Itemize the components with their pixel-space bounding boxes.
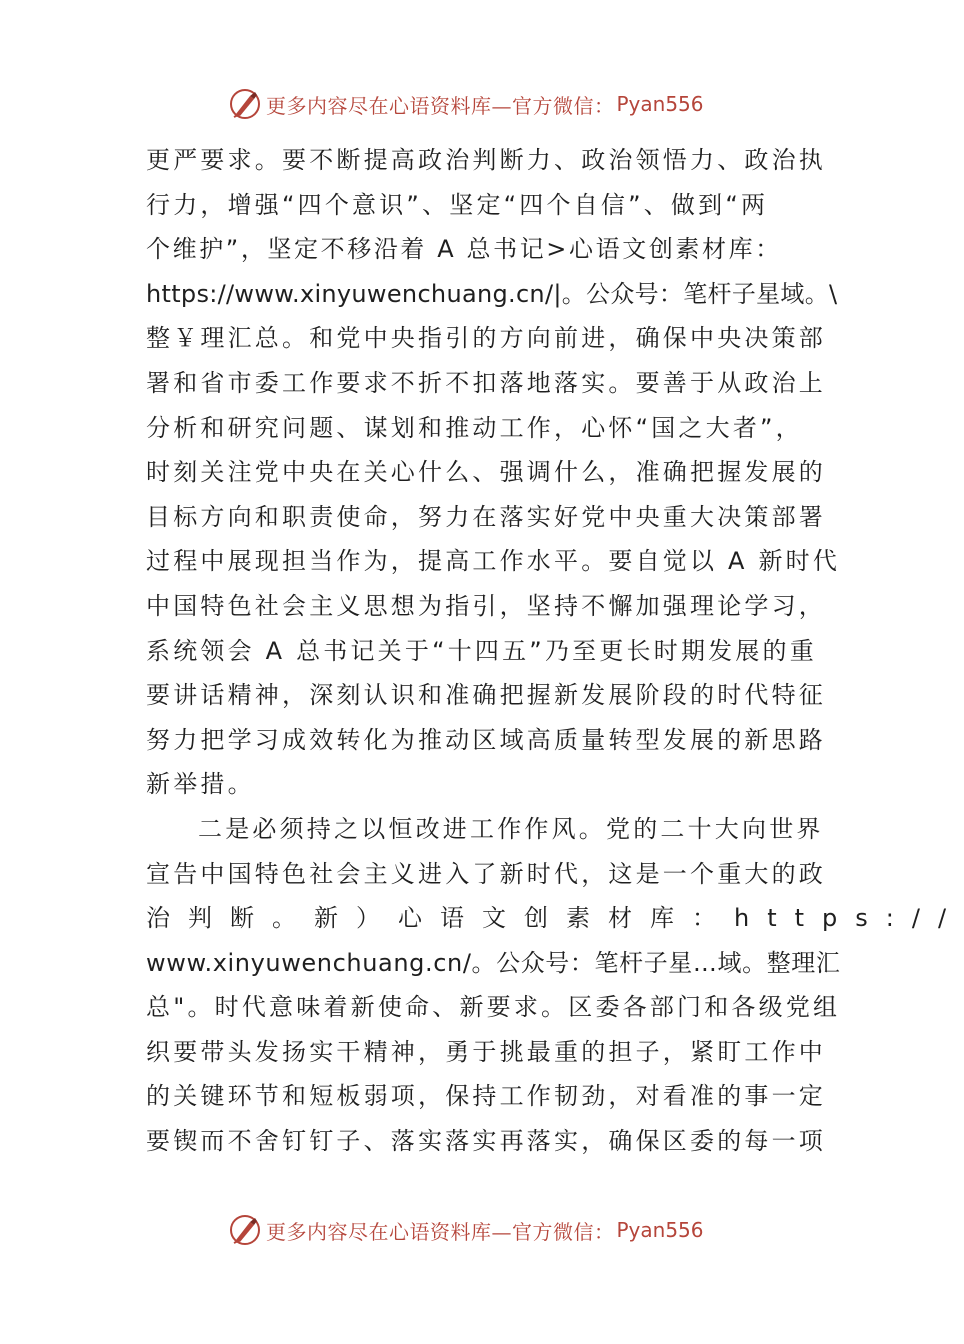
footer-banner <box>228 1210 704 1250</box>
header-wechat-id: Pyan556 <box>616 92 704 116</box>
text-line: 过程中展现担当作为，提高工作水平。要自觉以 A 新时代 <box>146 547 841 576</box>
footer-wechat-id: Pyan556 <box>616 1218 704 1242</box>
text-line: 治判断。新）心语文创素材库：https:// <box>146 904 964 933</box>
text-line: 新举措。 <box>146 770 255 799</box>
text-line: 署和省市委工作要求不折不扣落地落实。要善于从政治上 <box>146 368 826 397</box>
text-line: https://www.xinyuwenchuang.cn/|。公众号：笔杆子星域。\ <box>146 279 838 308</box>
text-line: 系统领会 A 总书记关于“十四五”乃至更长时期发展的重 <box>146 636 817 665</box>
text-line: 努力把学习成效转化为推动区域高质量转型发展的新思路 <box>146 725 826 754</box>
text-line: 要讲话精神，深刻认识和准确把握新发展阶段的时代特征 <box>146 681 826 710</box>
text-line: 目标方向和职责使命，努力在落实好党中央重大决策部署 <box>146 502 826 531</box>
body-text <box>146 138 964 1164</box>
text-line: 宣告中国特色社会主义进入了新时代，这是一个重大的政 <box>146 859 826 888</box>
quill-logo-icon <box>228 87 262 121</box>
footer-site-text: 更多内容尽在心语资料库—官方微信： <box>266 1219 615 1244</box>
text-line: 更严要求。要不断提高政治判断力、政治领悟力、政治执 <box>146 146 826 174</box>
text-line: www.xinyuwenchuang.cn/。公众号：笔杆子星…域。整理汇 <box>146 948 841 977</box>
text-line: 行力，增强“四个意识”、坚定“四个自信”、做到“两 <box>146 190 769 219</box>
text-line: 个维护”，坚定不移沿着 A 总书记>心语文创素材库： <box>146 235 782 264</box>
header-banner <box>228 84 704 124</box>
quill-logo-icon <box>228 1213 262 1247</box>
text-line: 要锲而不舍钉钉子、落实落实再落实，确保区委的每一项 <box>146 1127 826 1156</box>
text-line: 二是必须持之以恒改进工作作风。党的二十大向世界 <box>198 814 824 843</box>
text-line: 的关键环节和短板弱项，保持工作韧劲，对看准的事一定 <box>146 1082 826 1111</box>
text-line: 时刻关注党中央在关心什么、强调什么，准确把握发展的 <box>146 458 826 487</box>
text-line: 总"。时代意味着新使命、新要求。区委各部门和各级党组 <box>146 993 841 1022</box>
header-site-text: 更多内容尽在心语资料库—官方微信： <box>266 93 615 118</box>
text-line: 整￥理汇总。和党中央指引的方向前进，确保中央决策部 <box>146 324 826 353</box>
text-line: 中国特色社会主义思想为指引，坚持不懈加强理论学习， <box>146 591 826 620</box>
text-line: 织要带头发扬实干精神，勇于挑最重的担子，紧盯工作中 <box>146 1037 826 1066</box>
text-line: 分析和研究问题、谋划和推动工作，心怀“国之大者”， <box>146 413 803 442</box>
